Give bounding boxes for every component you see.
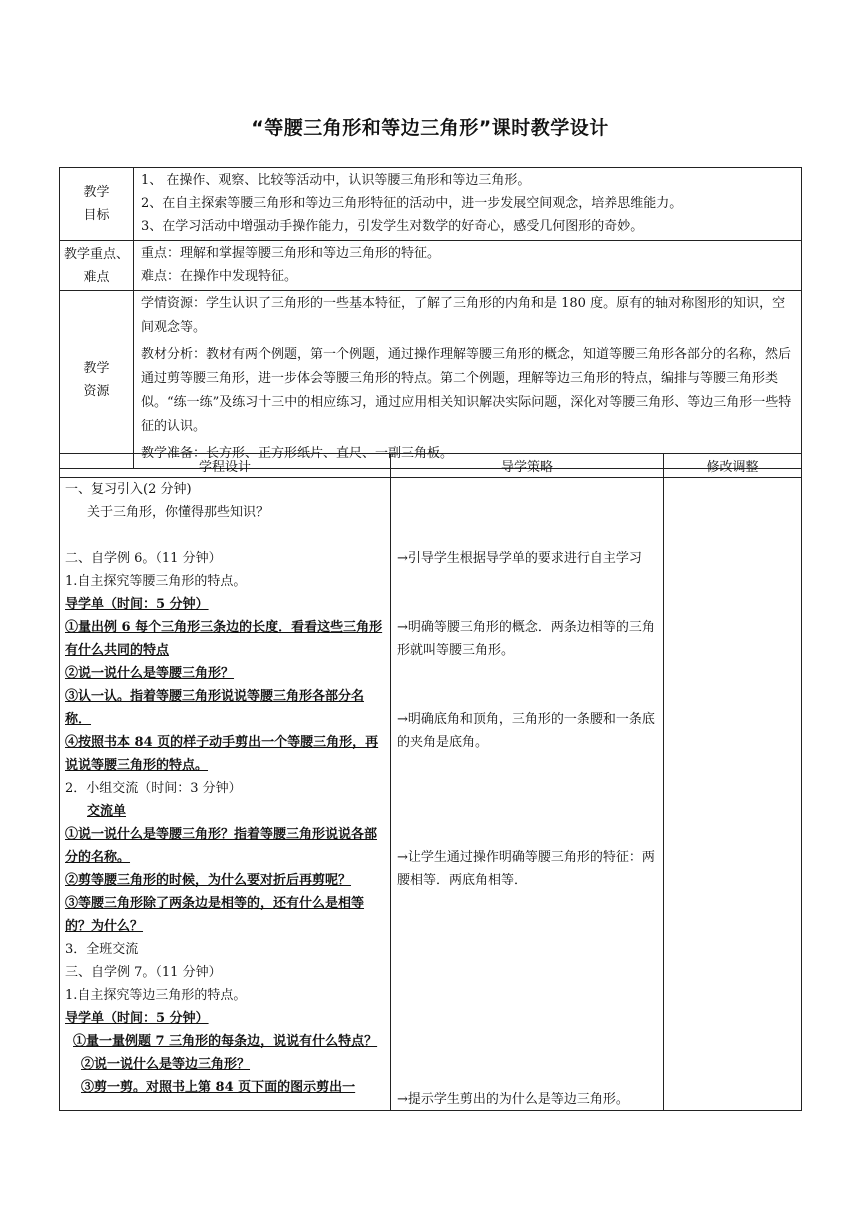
focus-item: 难点：在操作中发现特征。 — [141, 269, 298, 284]
goal-item: 1、 在操作、观察、比较等活动中，认识等腰三角形和等边三角形。 — [141, 173, 531, 188]
design-cell — [60, 478, 391, 1111]
goal-item: 2、在自主探索等腰三角形和等边三角形特征的活动中，进一步发展空间观念，培养思维能力。 — [141, 196, 683, 211]
resource-item: 学情资源：学生认识了三角形的一些基本特征，了解了三角形的内角和是 180 度。原有的轴对称图形的知识，空间观念等。 — [141, 296, 786, 335]
resources-label — [60, 291, 134, 469]
strategy-note: →明确等腰三角形的概念．两条边相等的三角形就叫等腰三角形。 — [397, 620, 655, 658]
worksheet-item: ②说一说什么是等边三角形？ — [81, 1057, 251, 1072]
lesson-body — [60, 478, 802, 1111]
focus-label — [60, 241, 134, 291]
goals-label-line: 教学 — [83, 185, 110, 200]
page-title: “等腰三角形和等边三角形”课时教学设计 — [251, 117, 609, 139]
resources-label-line: 资源 — [83, 383, 110, 399]
worksheet-title: 导学单（时间：5 分钟） — [65, 597, 209, 612]
strategy-cell — [391, 478, 664, 1111]
focus-item: 重点：理解和掌握等腰三角形和等边三角形的特征。 — [141, 246, 441, 261]
resource-item: 教材分析：教材有两个例题，第一个例题，通过操作理解等腰三角形的概念，知道等腰三角形各部分的名称，然后通过剪等腰三角形，进一步体会等腰三角形的特点。第二个例题，理解等边三角形的特点，编排与等腰三角形类似。“练一练”及练习十三中的相应练习，通过应用相关知识解决实际问题，深化对等腰三角形、等边三角形一些特征的认识。 — [141, 347, 792, 434]
revision-cell — [664, 478, 802, 1111]
strategy-note: →明确底角和顶角，三角形的一条腰和一条底的夹角是底角。 — [397, 712, 655, 750]
col-strategy: 导学策略 — [391, 454, 664, 478]
col-design: 学程设计 — [60, 454, 391, 478]
focus-label-line: 教学重点、 — [63, 246, 129, 262]
section-text: 2．小组交流（时间：3 分钟） — [65, 781, 242, 796]
resources-content — [134, 291, 802, 469]
strategy-note: →引导学生根据导学单的要求进行自主学习 — [397, 551, 642, 566]
worksheet-item: ①量出例 6 每个三角形三条边的长度．看看这些三角形有什么共同的特点 — [65, 620, 383, 658]
exchange-item: ①说一说什么是等腰三角形？指着等腰三角形说说各部分的名称。 — [65, 827, 378, 865]
section-text: 1.自主探究等腰三角形的特点。 — [65, 574, 247, 589]
goals-content — [134, 168, 802, 241]
section-heading: 一、复习引入(2 分钟) — [65, 482, 192, 497]
goals-label-line: 目标 — [83, 208, 110, 223]
col-revision: 修改调整 — [664, 454, 802, 478]
strategy-note: →提示学生剪出的为什么是等边三角形。 — [397, 1092, 629, 1107]
focus-content — [134, 241, 802, 291]
focus-label-line: 难点 — [83, 269, 110, 285]
worksheet-item: ①量一量例题 7 三角形的每条边，说说有什么特点？ — [73, 1034, 378, 1049]
strategy-note: →让学生通过操作明确等腰三角形的特征：两腰相等．两底角相等． — [397, 850, 655, 888]
worksheet-item: ③认一认。指着等腰三角形说说等腰三角形各部分名称． — [65, 689, 365, 727]
worksheet-item: ④按照书本 84 页的样子动手剪出一个等腰三角形，再说说等腰三角形的特点。 — [65, 735, 379, 773]
goal-item: 3、在学习活动中增强动手操作能力，引发学生对数学的好奇心，感受几何图形的奇妙。 — [141, 219, 644, 234]
worksheet-title: 导学单（时间：5 分钟） — [65, 1011, 209, 1026]
section-heading: 二、自学例 6。（11 分钟） — [65, 551, 222, 566]
resources-label-line: 教学 — [83, 360, 110, 376]
goals-row — [60, 168, 802, 241]
section-heading: 三、自学例 7。（11 分钟） — [65, 965, 222, 980]
resource-item: 教学准备：长方形、正方形纸片、直尺、一副三角板。 — [141, 446, 454, 461]
lesson-table — [59, 453, 802, 1111]
resources-row — [60, 291, 802, 469]
focus-row — [60, 241, 802, 291]
section-text: 关于三角形，你懂得那些知识？ — [87, 505, 270, 520]
section-text: 1.自主探究等边三角形的特点。 — [65, 988, 247, 1003]
exchange-item: ③等腰三角形除了两条边是相等的，还有什么是相等的？为什么？ — [65, 896, 365, 934]
goals-label — [60, 168, 134, 241]
worksheet-item: ②说一说什么是等腰三角形？ — [65, 666, 235, 681]
worksheet-item: ③剪一剪。对照书上第 84 页下面的图示剪出一 — [81, 1080, 356, 1095]
exchange-item: ②剪等腰三角形的时候，为什么要对折后再剪呢？ — [65, 873, 352, 888]
lesson-header — [60, 454, 802, 478]
info-table — [59, 167, 802, 469]
exchange-title: 交流单 — [87, 804, 127, 819]
section-text: 3．全班交流 — [65, 942, 139, 957]
